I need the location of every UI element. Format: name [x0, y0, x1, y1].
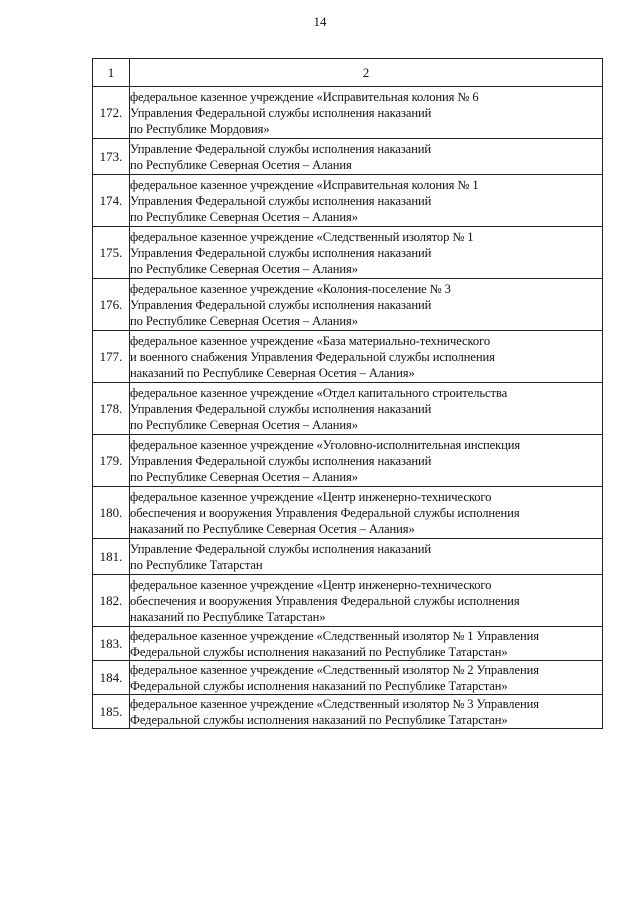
institution-name-line: федеральное казенное учреждение «Центр инженерно-технического: [130, 577, 492, 592]
row-number: 178.: [93, 383, 130, 435]
institution-name-line: и военного снабжения Управления Федеральной службы исполнения: [130, 349, 495, 364]
institution-name-line: Федеральной службы исполнения наказаний по Республике Татарстан»: [130, 712, 508, 727]
institution-name-line: наказаний по Республике Северная Осетия – Алания»: [130, 521, 415, 536]
row-number: 172.: [93, 87, 130, 139]
table-row: [93, 661, 603, 695]
row-number: 183.: [93, 627, 130, 661]
row-number: 176.: [93, 279, 130, 331]
row-number: 173.: [93, 139, 130, 175]
table-row: [93, 695, 603, 729]
column-header-number: 1: [93, 59, 130, 87]
institution-name: [130, 661, 603, 695]
table-row: [93, 331, 603, 383]
institution-name-line: по Республике Татарстан: [130, 557, 263, 572]
institution-name-line: Управление Федеральной службы исполнения наказаний: [130, 141, 432, 156]
institution-name-line: наказаний по Республике Северная Осетия – Алания»: [130, 365, 415, 380]
institution-name-line: федеральное казенное учреждение «Следственный изолятор № 2 Управления: [130, 662, 539, 677]
column-header-name: 2: [130, 59, 603, 87]
row-number: 181.: [93, 539, 130, 575]
institution-name-line: Управления Федеральной службы исполнения наказаний: [130, 193, 432, 208]
institution-name: [130, 539, 603, 575]
table-body: [93, 87, 603, 729]
institution-name: [130, 227, 603, 279]
row-number: 174.: [93, 175, 130, 227]
institution-name: [130, 383, 603, 435]
table-row: [93, 175, 603, 227]
table-row: [93, 139, 603, 175]
institution-name-line: федеральное казенное учреждение «Центр инженерно-технического: [130, 489, 492, 504]
table-row: [93, 87, 603, 139]
institution-name: [130, 487, 603, 539]
institution-name-line: по Республике Северная Осетия – Алания: [130, 157, 352, 172]
table-header-row: [93, 59, 603, 87]
institution-name-line: Управления Федеральной службы исполнения наказаний: [130, 105, 432, 120]
institution-name-line: Управления Федеральной службы исполнения наказаний: [130, 401, 432, 416]
row-number: 180.: [93, 487, 130, 539]
institution-name: [130, 695, 603, 729]
page-number: 14: [313, 14, 327, 29]
institution-name-line: по Республике Мордовия»: [130, 121, 270, 136]
institution-name: [130, 279, 603, 331]
institution-name-line: Федеральной службы исполнения наказаний по Республике Татарстан»: [130, 678, 508, 693]
institution-name-line: Управление Федеральной службы исполнения наказаний: [130, 541, 432, 556]
row-number: 175.: [93, 227, 130, 279]
institution-name-line: по Республике Северная Осетия – Алания»: [130, 313, 358, 328]
table-row: [93, 487, 603, 539]
registry-table: [92, 58, 603, 729]
institution-name-line: Управления Федеральной службы исполнения наказаний: [130, 297, 432, 312]
row-number: 179.: [93, 435, 130, 487]
row-number: 177.: [93, 331, 130, 383]
institution-name-line: по Республике Северная Осетия – Алания»: [130, 209, 358, 224]
institution-name-line: федеральное казенное учреждение «Следственный изолятор № 1 Управления: [130, 628, 539, 643]
institution-name-line: наказаний по Республике Татарстан»: [130, 609, 326, 624]
table-row: [93, 539, 603, 575]
institution-name-line: по Республике Северная Осетия – Алания»: [130, 417, 358, 432]
institution-name-line: федеральное казенное учреждение «Отдел капитального строительства: [130, 385, 508, 400]
row-number: 185.: [93, 695, 130, 729]
institution-name-line: федеральное казенное учреждение «Следственный изолятор № 1: [130, 229, 474, 244]
table-row: [93, 227, 603, 279]
table-row: [93, 435, 603, 487]
table-row: [93, 279, 603, 331]
row-number: 184.: [93, 661, 130, 695]
institution-name-line: по Республике Северная Осетия – Алания»: [130, 469, 358, 484]
institution-name-line: федеральное казенное учреждение «Уголовно-исполнительная инспекция: [130, 437, 521, 452]
institution-name-line: федеральное казенное учреждение «База материально-технического: [130, 333, 491, 348]
institution-name: [130, 435, 603, 487]
table-row: [93, 627, 603, 661]
institution-name-line: федеральное казенное учреждение «Следственный изолятор № 3 Управления: [130, 696, 539, 711]
institution-name-line: по Республике Северная Осетия – Алания»: [130, 261, 358, 276]
table-row: [93, 383, 603, 435]
institution-name: [130, 575, 603, 627]
institution-name-line: Управления Федеральной службы исполнения наказаний: [130, 453, 432, 468]
institution-name-line: Федеральной службы исполнения наказаний по Республике Татарстан»: [130, 644, 508, 659]
row-number: 182.: [93, 575, 130, 627]
institution-name-line: Управления Федеральной службы исполнения наказаний: [130, 245, 432, 260]
institution-name-line: федеральное казенное учреждение «Колония-поселение № 3: [130, 281, 451, 296]
institution-name: [130, 331, 603, 383]
institution-name: [130, 87, 603, 139]
institution-name: [130, 139, 603, 175]
institution-name-line: обеспечения и вооружения Управления Федеральной службы исполнения: [130, 593, 520, 608]
institution-name-line: федеральное казенное учреждение «Исправительная колония № 1: [130, 177, 479, 192]
institution-name-line: федеральное казенное учреждение «Исправительная колония № 6: [130, 89, 479, 104]
institution-name: [130, 627, 603, 661]
institution-name: [130, 175, 603, 227]
table-row: [93, 575, 603, 627]
institution-name-line: обеспечения и вооружения Управления Федеральной службы исполнения: [130, 505, 520, 520]
